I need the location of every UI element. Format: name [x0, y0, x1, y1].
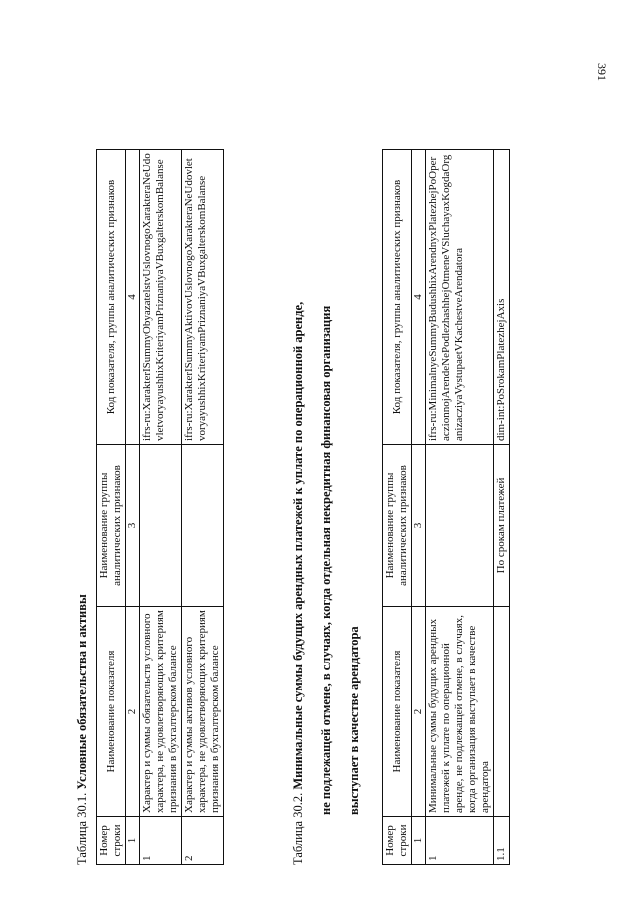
- row-code: ifrs-ru:MinimalnyeSummyBudushhixArendnyxPlatezhejPoOperaczionnojArendeNePodlezhashhejOtmeneVSluchayaxKogdaOrganizacziyaVystupaetVKachestveArendatora: [426, 150, 494, 445]
- table-row: [140, 150, 182, 865]
- table2-header-num: Номер строки: [383, 817, 412, 865]
- table1: [96, 149, 224, 865]
- table1-header-group: Наименование группы аналитических признаков: [97, 445, 126, 607]
- row-group: [182, 445, 224, 607]
- row-name: Минимальные суммы будущих арендных платежей к уплате по операционной аренде, не подлежащей отмене, в случаях, когда организация выступает в качестве арендатора: [426, 607, 494, 817]
- table1-caption-title: Условные обязательства и активы: [75, 594, 89, 790]
- table-row: [182, 150, 224, 865]
- row-group: [140, 445, 182, 607]
- row-group: [426, 445, 494, 607]
- table2-caption-line1: Минимальные суммы будущих арендных платежей к уплате по операционной аренде,: [291, 301, 305, 790]
- row-name: Характер и суммы активов условного характера, не удовлетворяющих критериям признания в бухгалтерском балансе: [182, 607, 224, 817]
- page-content: [70, 65, 610, 865]
- table2-caption-prefix: Таблица 30.2.: [291, 792, 305, 865]
- row-code: ifrs-ru:XarakterISummyAktivovUslovnogoXarakteraNeUdovletvoryayushhixKriteriyamPriznaniyaVBuxgalterskomBalanse: [182, 150, 224, 445]
- table2-colnum-3: 3: [412, 445, 426, 607]
- table2-header-name: Наименование показателя: [383, 607, 412, 817]
- table1-colnum-1: 1: [126, 817, 140, 865]
- table1-caption-prefix: Таблица 30.1.: [75, 792, 89, 865]
- table2-caption-line3: выступает в качестве арендатора: [347, 626, 361, 815]
- row-code: ifrs-ru:XarakterISummyObyazatelstvUslovnogoXarakteraNeUdovletvoryayushhixKriteriyamPriznaniyaVBuxgalterskomBalanse: [140, 150, 182, 445]
- row-number: 2: [182, 817, 224, 865]
- table1-header-name: Наименование показателя: [97, 607, 126, 817]
- row-group: По срокам платежей: [494, 445, 510, 607]
- table2-header-group: Наименование группы аналитических признаков: [383, 445, 412, 607]
- table-row: [426, 150, 494, 865]
- table2-caption-line2: не подлежащей отмене, в случаях, когда отдельная некредитная финансовая организация: [319, 305, 333, 815]
- table2-header-row: [383, 150, 412, 865]
- page-number: 391: [595, 63, 609, 81]
- table1-header-num: Номер строки: [97, 817, 126, 865]
- row-number: 1: [426, 817, 494, 865]
- table2-header-code: Код показателя, группы аналитических признаков: [383, 150, 412, 445]
- table2-colnum-row: [412, 150, 426, 865]
- table-row: [494, 150, 510, 865]
- table1-colnum-row: [126, 150, 140, 865]
- table1-colnum-3: 3: [126, 445, 140, 607]
- row-name: Характер и суммы обязательств условного характера, не удовлетворяющих критериям признания в бухгалтерском балансе: [140, 607, 182, 817]
- table1-colnum-4: 4: [126, 150, 140, 445]
- table1-caption: [74, 594, 90, 865]
- row-name: [494, 607, 510, 817]
- row-number: 1.1: [494, 817, 510, 865]
- table2-colnum-2: 2: [412, 607, 426, 817]
- table1-header-row: [97, 150, 126, 865]
- row-number: 1: [140, 817, 182, 865]
- table2-colnum-4: 4: [412, 150, 426, 445]
- table2-caption: [290, 302, 362, 865]
- table2-colnum-1: 1: [412, 817, 426, 865]
- table1-colnum-2: 2: [126, 607, 140, 817]
- row-code: dim-int:PoSrokamPlatezhejAxis: [494, 150, 510, 445]
- table2: [382, 149, 510, 865]
- table1-header-code: Код показателя, группы аналитических признаков: [97, 150, 126, 445]
